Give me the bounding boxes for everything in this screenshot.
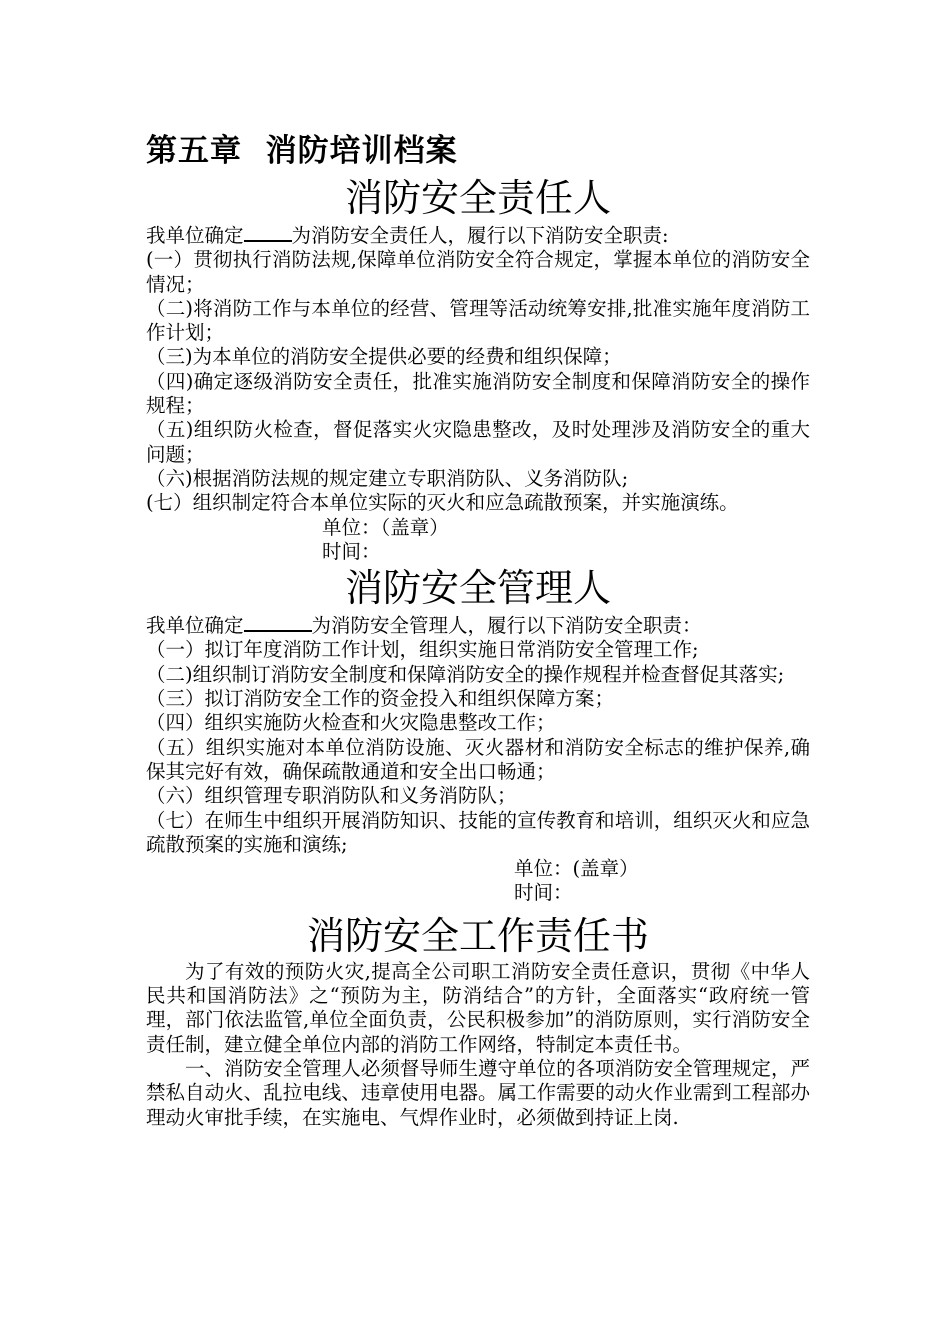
duty-item: （四）组织实施防火检查和火灾隐患整改工作； bbox=[146, 711, 556, 735]
body-paragraph: 一、消防安全管理人必须督导师生遵守单位的各项消防安全管理规定，严禁私自动火、乱拉电线、违章使用电器。属工作需要的动火作业需到工程部办理动火审批手续，在实施电、气焊作业时，必须做到持证上岗. bbox=[146, 1056, 810, 1129]
appointment-text-after: 为消防安全管理人，履行以下消防安全职责： bbox=[311, 614, 702, 638]
document-page bbox=[146, 128, 810, 1130]
duty-item: （五)组织防火检查，督促落实火灾隐患整改，及时处理涉及消防安全的重大问题； bbox=[146, 418, 810, 466]
duty-item: （七）在师生中组织开展消防知识、技能的宣传教育和培训，组织灭火和应急疏散预案的实施和演练; bbox=[146, 808, 810, 856]
section-title: 消防安全管理人 bbox=[344, 566, 611, 611]
duty-item: （三)为本单位的消防安全提供必要的经费和组织保障； bbox=[146, 345, 622, 369]
duty-item: （三）拟订消防安全工作的资金投入和组织保障方案； bbox=[146, 687, 615, 711]
duty-item: （二)将消防工作与本单位的经营、管理等活动统筹安排,批准实施年度消防工作计划； bbox=[146, 296, 810, 345]
section-management-person bbox=[146, 564, 810, 906]
duty-item: （二)组织制订消防安全制度和保障消防安全的操作规程并检查督促其落实; bbox=[146, 662, 785, 686]
section-title: 消防安全责任人 bbox=[344, 176, 611, 220]
appointment-line bbox=[146, 612, 810, 638]
section-title: 消防安全工作责任书 bbox=[306, 913, 649, 958]
unit-seal-label: 单位：（盖章） bbox=[322, 515, 449, 539]
duty-item: （一）拟订年度消防工作计划，组织实施日常消防安全管理工作; bbox=[146, 638, 699, 662]
appointment-text-before: 我单位确定 bbox=[146, 614, 244, 638]
section-responsible-person bbox=[146, 174, 810, 564]
appointment-text-before: 我单位确定 bbox=[146, 224, 244, 247]
duty-item: （五）组织实施对本单位消防设施、灭火器材和消防安全标志的维护保养,确保其完好有效，确保疏散通道和安全出口畅通； bbox=[146, 735, 810, 783]
duty-item: （六)根据消防法规的规定建立专职消防队、义务消防队; bbox=[146, 466, 629, 490]
name-blank-field[interactable] bbox=[244, 222, 292, 242]
appointment-line bbox=[146, 222, 810, 248]
duty-item: （六）组织管理专职消防队和义务消防队； bbox=[146, 784, 517, 808]
duty-item: （四)确定逐级消防安全责任，批准实施消防安全制度和保障消防安全的操作规程； bbox=[146, 369, 810, 418]
body-paragraph: 为了有效的预防火灾,提高全公司职工消防安全责任意识，贯彻《中华人民共和国消防法》之“预防为主，防消结合”的方针，全面落实“政府统一管理，部门依法监管,单位全面负责，公民积极参加”的消防原则，实行消防安全责任制，建立健全单位内部的消防工作网络，特制定本责任书。 bbox=[146, 959, 810, 1056]
duty-item: (七）组织制定符合本单位实际的灭火和应急疏散预案，并实施演练。 bbox=[146, 491, 739, 515]
chapter-title: 第五章 消防培训档案 bbox=[146, 133, 458, 169]
time-label: 时间： bbox=[514, 881, 573, 905]
duty-item: (一）贯彻执行消防法规,保障单位消防安全符合规定，掌握本单位的消防安全情况； bbox=[146, 248, 810, 296]
unit-seal-label: 单位：(盖章） bbox=[514, 857, 639, 881]
section-responsibility-letter bbox=[146, 912, 810, 1130]
appointment-text-after: 为消防安全责任人，履行以下消防安全职责: bbox=[291, 224, 669, 247]
name-blank-field[interactable] bbox=[244, 612, 312, 632]
time-label: 时间： bbox=[322, 539, 381, 563]
